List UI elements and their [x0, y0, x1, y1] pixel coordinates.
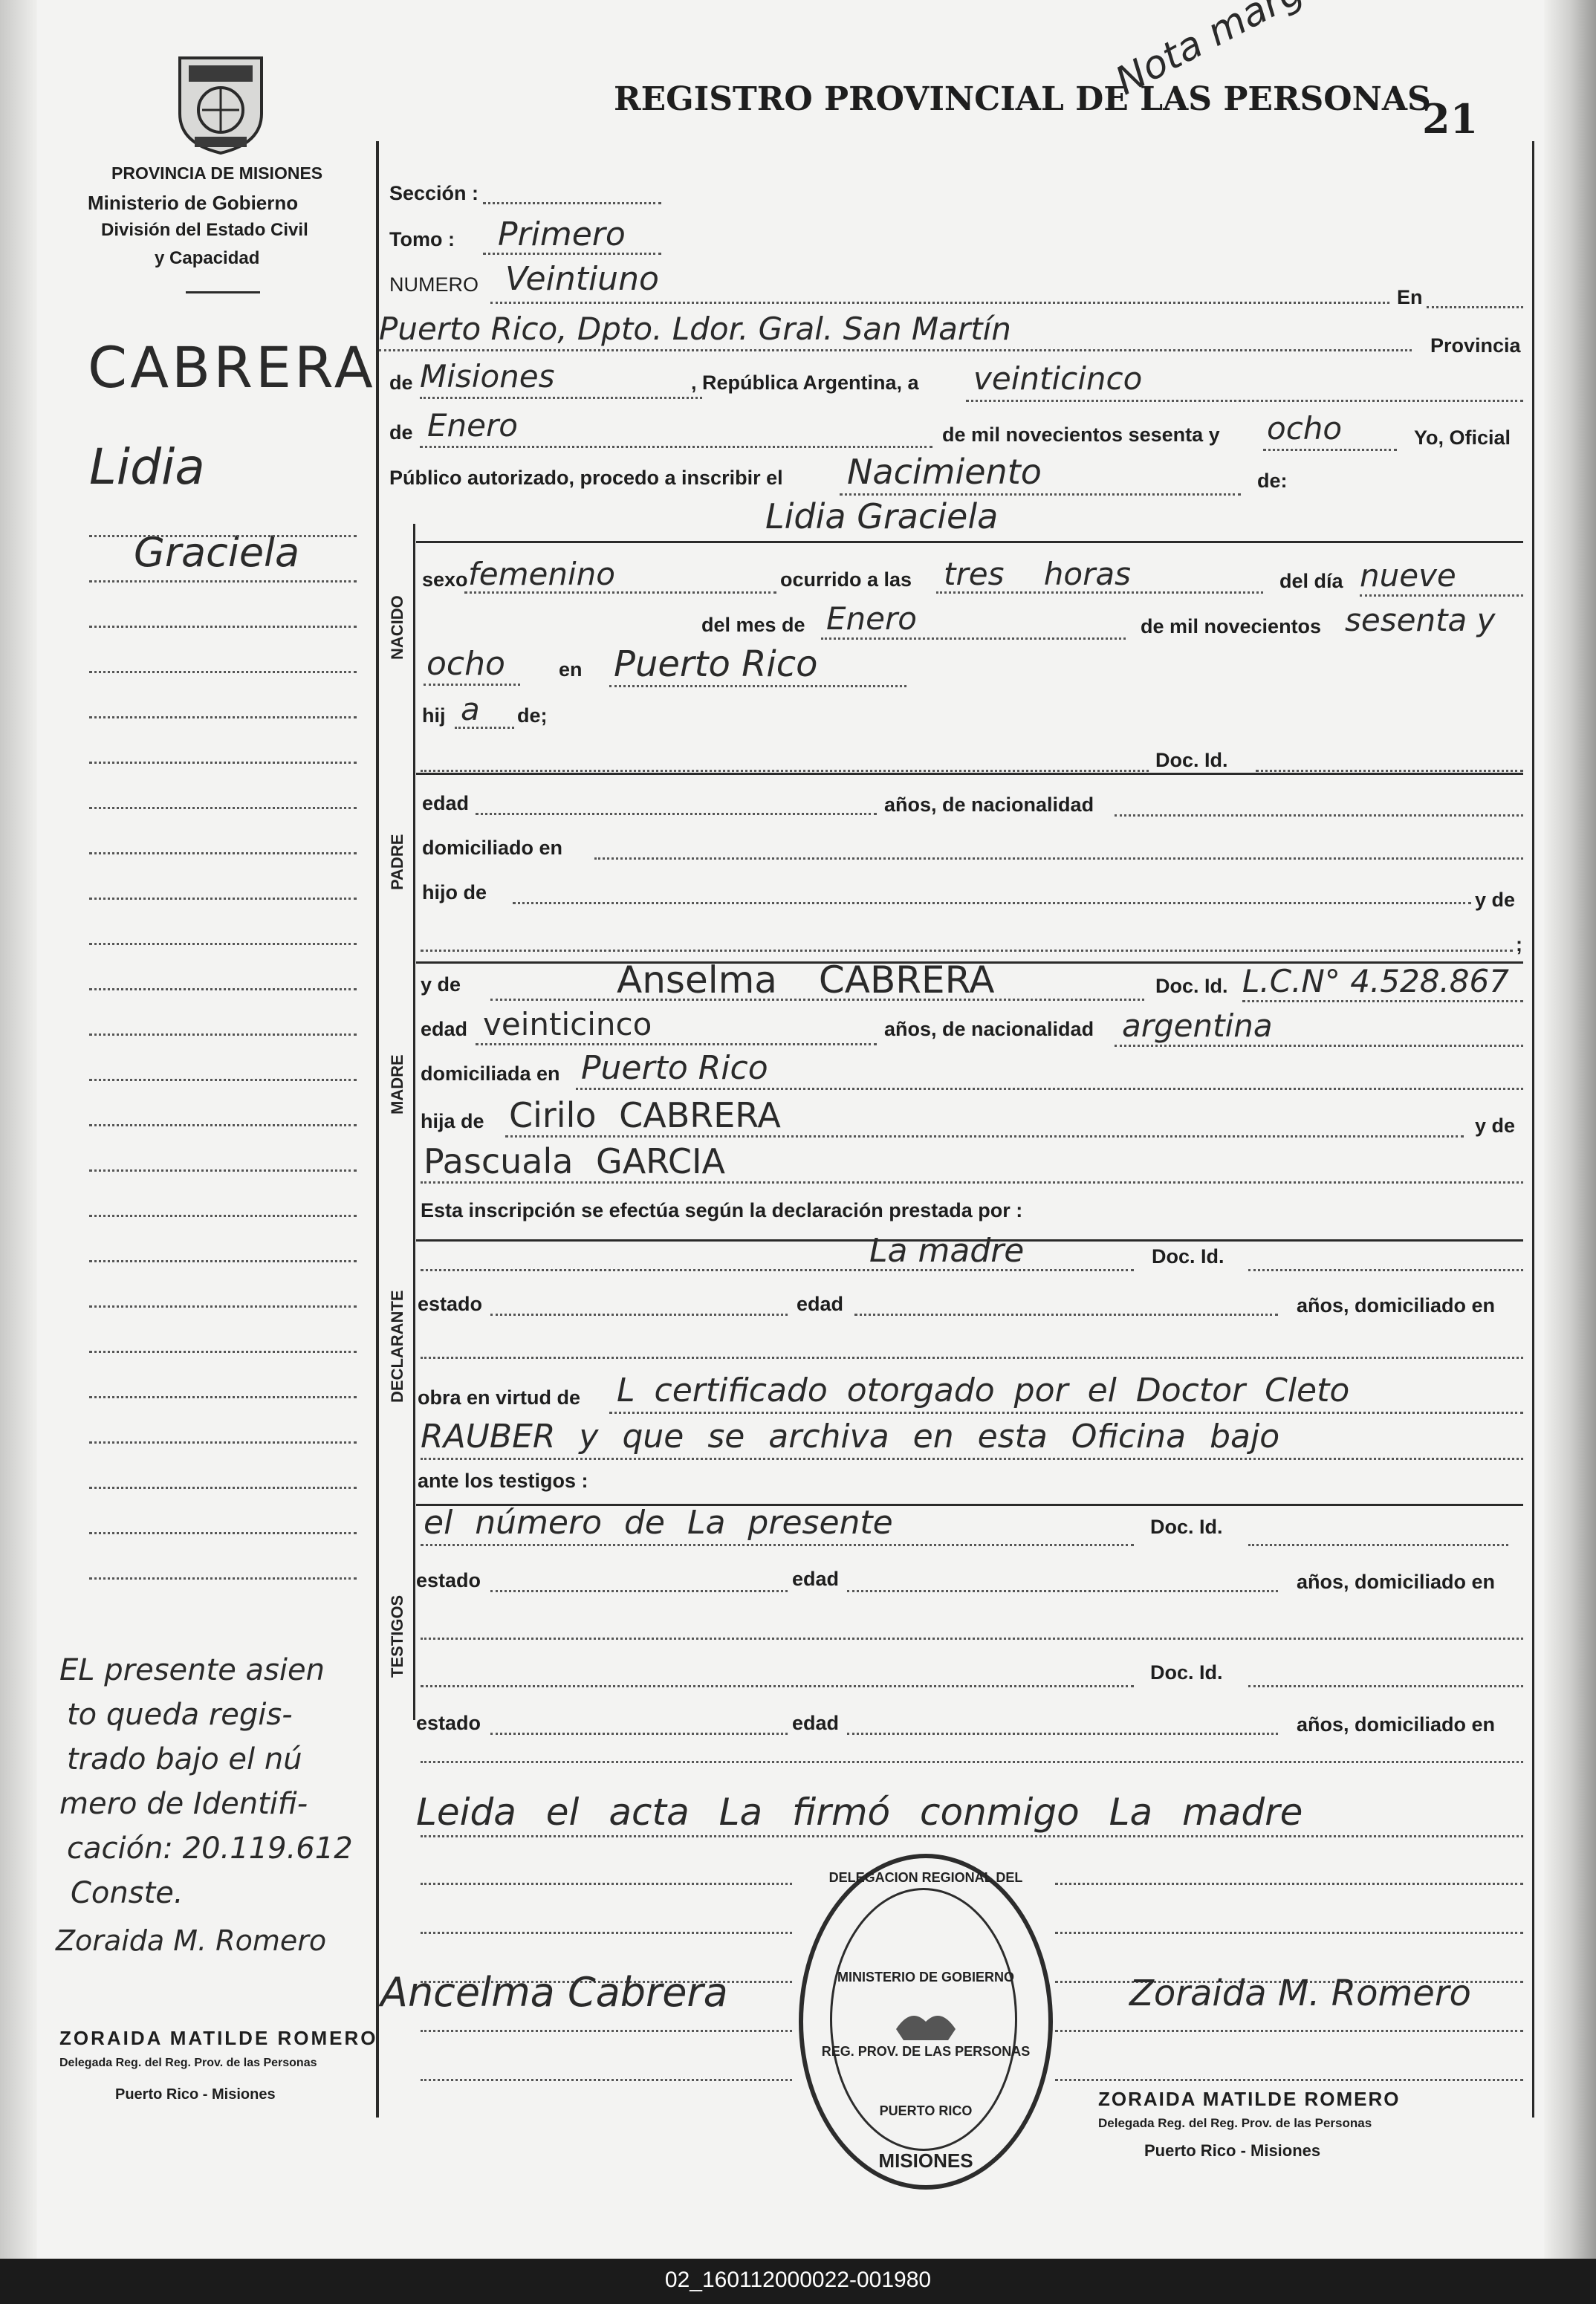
- label-obra: obra en virtud de: [418, 1386, 581, 1409]
- fill-line: [847, 1590, 1278, 1592]
- label-doc-id-test1: Doc. Id.: [1150, 1516, 1223, 1538]
- left-note-line5: cación: 20.119.612: [67, 1831, 353, 1866]
- stamp-emblem-icon: [889, 1999, 963, 2044]
- section-line: [416, 773, 1523, 775]
- fill-line: [476, 1043, 877, 1045]
- label-seccion: Sección :: [389, 182, 479, 204]
- label-ante: ante los testigos :: [418, 1470, 588, 1492]
- value-madre-nombre: Anselma CABRERA: [617, 958, 995, 1002]
- label-semicolon: ;: [1516, 933, 1522, 955]
- fill-line: [421, 1357, 1523, 1359]
- fill-line: [847, 1733, 1278, 1735]
- fill-line: [421, 1638, 1523, 1640]
- label-tomo: Tomo :: [389, 228, 455, 250]
- left-note-line1: EL presente asien: [59, 1653, 325, 1687]
- label-anos-dom-test2: años, domiciliado en: [1297, 1713, 1496, 1736]
- fill-line: [576, 1088, 1523, 1090]
- value-madre-dom: Puerto Rico: [581, 1049, 768, 1087]
- label-estado-test1: estado: [416, 1569, 481, 1591]
- issuer-line4: y Capacidad: [155, 248, 260, 268]
- left-fill-line: [89, 1532, 357, 1534]
- left-fill-line: [89, 1079, 357, 1081]
- fill-line: [840, 493, 1241, 496]
- fill-line: [1248, 1269, 1523, 1271]
- label-de3: de:: [1257, 470, 1288, 492]
- fill-line: [854, 1314, 1278, 1316]
- fill-line: [490, 302, 1389, 304]
- left-fill-line: [89, 807, 357, 809]
- fill-line: [513, 902, 1471, 904]
- official-name: ZORAIDA MATILDE ROMERO: [1098, 2088, 1401, 2110]
- fill-line: [483, 202, 661, 204]
- label-de1: de: [389, 371, 413, 394]
- label-declaracion: Esta inscripción se efectúa según la declaración prestada por :: [421, 1199, 1023, 1221]
- label-edad-decl: edad: [797, 1293, 844, 1315]
- value-madre-edad: veinticinco: [483, 1006, 652, 1042]
- footer-id: 02_160112000022-001980: [664, 2268, 932, 2292]
- label-edad-test2: edad: [792, 1712, 840, 1734]
- label-de2: de: [389, 421, 413, 444]
- label-publico: Público autorizado, procedo a inscribir el: [389, 467, 783, 489]
- left-fill-line: [89, 716, 357, 718]
- fill-line: [966, 400, 1523, 402]
- label-anos-dom-decl: años, domiciliado en: [1297, 1294, 1496, 1317]
- page-title: REGISTRO PROVINCIAL DE LAS PERSONAS: [614, 80, 1431, 118]
- fill-line: [490, 1314, 788, 1316]
- fill-line: [1427, 306, 1523, 308]
- left-fill-line: [89, 1215, 357, 1217]
- tab-madre: MADRE: [388, 1054, 406, 1114]
- left-fill-line: [89, 580, 357, 583]
- fill-line: [505, 1135, 1464, 1138]
- lower-fill-line: [421, 1883, 792, 1885]
- fill-line: [1256, 770, 1523, 772]
- page-edge: [1544, 0, 1596, 2259]
- value-testigo1: el número de La presente: [424, 1504, 893, 1542]
- fill-line: [421, 950, 1513, 952]
- left-note-line3: trado bajo el nú: [67, 1742, 302, 1776]
- fill-line: [421, 1458, 1523, 1460]
- left-official-name: ZORAIDA MATILDE ROMERO: [59, 2027, 378, 2049]
- stamp-bottom: MISIONES: [878, 2149, 973, 2172]
- value-anio-nac2: ocho: [426, 645, 505, 683]
- label-en: En: [1397, 286, 1423, 308]
- official-role: Delegada Reg. del Reg. Prov. de las Personas: [1098, 2116, 1372, 2130]
- fill-line: [420, 397, 702, 399]
- lower-fill-line: [421, 2079, 792, 2081]
- official-place: Puerto Rico - Misiones: [1144, 2141, 1321, 2160]
- value-hij-suffix: a: [461, 691, 480, 727]
- left-fill-line: [89, 943, 357, 945]
- fill-line: [455, 727, 514, 729]
- lower-fill-line: [1055, 2079, 1523, 2081]
- issuer-divider: [186, 291, 260, 293]
- fill-line: [1248, 1685, 1523, 1687]
- fill-line: [1263, 449, 1397, 451]
- fill-line: [421, 1835, 1523, 1837]
- value-obra1: L certificado otorgado por el Doctor Cleto: [617, 1372, 1350, 1409]
- left-fill-line: [89, 1396, 357, 1398]
- left-fill-line: [89, 1351, 357, 1353]
- label-domiciliado: domiciliado en: [422, 837, 563, 859]
- value-mes-nac: Enero: [826, 600, 917, 637]
- value-dia: veinticinco: [973, 360, 1143, 397]
- fill-line: [490, 999, 1144, 1001]
- value-declarante: La madre: [869, 1232, 1025, 1270]
- left-note-line4: mero de Identifi-: [59, 1787, 308, 1821]
- fill-line: [476, 813, 877, 815]
- label-doc-id-padre: Doc. Id.: [1155, 749, 1228, 771]
- stamp-outer-top: DELEGACION REGIONAL DEL: [828, 1870, 1023, 1885]
- label-republica: , República Argentina, a: [691, 371, 919, 394]
- value-madre-doc: L.C.N° 4.528.867: [1242, 963, 1509, 999]
- footer-bar: [0, 2259, 1596, 2304]
- label-hija-de: hija de: [421, 1110, 484, 1132]
- book-spine: [0, 0, 37, 2259]
- right-border: [1532, 141, 1534, 2118]
- label-anos-nac-madre: años, de nacionalidad: [884, 1018, 1094, 1040]
- left-fill-line: [89, 1487, 357, 1489]
- label-anos-nac-padre: años, de nacionalidad: [884, 794, 1094, 816]
- fill-line: [424, 684, 520, 686]
- section-line: [416, 541, 1523, 543]
- value-abuelo: Cirilo CABRERA: [509, 1095, 781, 1135]
- fill-line: [821, 637, 1126, 640]
- left-fill-line: [89, 762, 357, 764]
- value-nombre: Lidia Graciela: [765, 496, 999, 536]
- fill-line: [1360, 594, 1523, 597]
- issuer-line1: PROVINCIA DE MISIONES: [111, 163, 323, 183]
- lower-fill-line: [1055, 2030, 1523, 2032]
- fill-line: [609, 685, 906, 687]
- fill-line: [421, 1181, 1523, 1184]
- label-y-de-madre2: y de: [1475, 1114, 1516, 1137]
- fill-line: [490, 1733, 788, 1735]
- value-hora: tres horas: [944, 556, 1132, 592]
- value-provincia: Misiones: [420, 358, 555, 395]
- left-fill-line: [89, 671, 357, 673]
- stamp-inner-text: MINISTERIO DE GOBIERNO: [837, 1970, 1015, 1985]
- left-name1: Lidia: [89, 438, 205, 496]
- fill-line: [379, 349, 1412, 351]
- value-lugar: Puerto Rico, Dpto. Ldor. Gral. San Martín: [379, 311, 1011, 347]
- left-note-line2: to queda regis-: [67, 1698, 293, 1732]
- label-sexo: sexo: [422, 568, 468, 591]
- tab-declarante: DECLARANTE: [388, 1290, 406, 1403]
- fill-line: [421, 1761, 1523, 1763]
- fill-line: [464, 591, 776, 594]
- label-edad-madre: edad: [421, 1018, 468, 1040]
- value-obra2: RAUBER y que se archiva en esta Oficina bajo: [421, 1418, 1280, 1456]
- fill-line: [420, 446, 932, 448]
- fill-line: [594, 857, 1523, 860]
- lower-fill-line: [1055, 1932, 1523, 1934]
- left-fill-line: [89, 1260, 357, 1262]
- left-note-line6: Conste.: [71, 1876, 184, 1910]
- left-fill-line: [89, 1577, 357, 1580]
- left-fill-line: [89, 852, 357, 854]
- left-fill-line: [89, 626, 357, 628]
- value-acto: Nacimiento: [847, 452, 1042, 492]
- lower-fill-line: [421, 2030, 792, 2032]
- left-column-divider: [376, 141, 379, 2118]
- fill-line: [609, 1412, 1523, 1414]
- value-dia-nac: nueve: [1360, 557, 1456, 594]
- issuer-line2: Ministerio de Gobierno: [88, 192, 299, 214]
- province-shield-icon: [172, 43, 269, 155]
- value-mes: Enero: [427, 407, 518, 444]
- label-yo-oficial: Yo, Oficial: [1414, 426, 1511, 449]
- left-surname: CABRERA: [88, 334, 376, 400]
- label-de4: de;: [517, 704, 548, 727]
- value-anio: ocho: [1267, 410, 1343, 447]
- label-doc-id-madre: Doc. Id.: [1155, 975, 1228, 997]
- label-estado-decl: estado: [418, 1293, 483, 1315]
- label-y-de-madre: y de: [421, 973, 461, 996]
- label-numero: NUMERO: [389, 273, 479, 296]
- stamp-outer-right: REG. PROV. DE LAS PERSONAS: [821, 2044, 1031, 2059]
- fill-line: [1115, 814, 1523, 817]
- fill-line: [1242, 1000, 1523, 1002]
- fill-line: [936, 591, 1263, 594]
- left-fill-line: [89, 1124, 357, 1126]
- label-doc-id-test2: Doc. Id.: [1150, 1661, 1223, 1684]
- signature-madre: Ancelma Cabrera: [380, 1969, 728, 2016]
- left-note-signature: Zoraida M. Romero: [56, 1924, 327, 1957]
- value-tomo: Primero: [498, 215, 626, 253]
- label-mil-sesenta: de mil novecientos sesenta y: [942, 424, 1220, 446]
- left-official-role: Delegada Reg. del Reg. Prov. de las Personas: [59, 2057, 317, 2069]
- fill-line: [483, 253, 661, 255]
- fill-line: [1248, 1544, 1508, 1546]
- fill-line: [421, 1685, 1134, 1687]
- tab-testigos: TESTIGOS: [388, 1594, 406, 1678]
- left-fill-line: [89, 988, 357, 990]
- issuer-line3: División del Estado Civil: [101, 220, 308, 240]
- left-fill-line: [89, 1305, 357, 1308]
- fill-line: [490, 1590, 788, 1592]
- left-name2: Graciela: [134, 529, 300, 576]
- lower-fill-line: [421, 1932, 792, 1934]
- fill-line: [421, 770, 1149, 772]
- label-anos-dom-test1: años, domiciliado en: [1297, 1571, 1496, 1593]
- label-mil-nov: de mil novecientos: [1141, 615, 1322, 637]
- lower-fill-line: [1055, 1883, 1523, 1885]
- label-provincia: Provincia: [1430, 334, 1521, 357]
- label-ocurrido: ocurrido a las: [780, 568, 912, 591]
- label-del-dia: del día: [1279, 570, 1343, 592]
- left-fill-line: [89, 535, 357, 537]
- left-fill-line: [89, 1033, 357, 1036]
- value-lugar-nac: Puerto Rico: [614, 643, 818, 685]
- page-number: 21: [1422, 95, 1479, 143]
- value-anio-nac1: sesenta y: [1345, 602, 1496, 638]
- left-fill-line: [89, 898, 357, 900]
- tab-nacido: NACIDO: [388, 595, 406, 660]
- official-stamp: [799, 1854, 1053, 2190]
- value-cierre: Leida el acta La firmó conmigo La madre: [416, 1791, 1303, 1834]
- label-estado-test2: estado: [416, 1712, 481, 1734]
- left-fill-line: [89, 1441, 357, 1444]
- label-doc-id-decl: Doc. Id.: [1152, 1245, 1224, 1268]
- fill-line: [1115, 1045, 1523, 1047]
- value-abuela: Pascuala GARCIA: [424, 1141, 725, 1181]
- fill-line: [421, 1544, 1134, 1546]
- label-en2: en: [559, 658, 583, 681]
- label-edad-padre: edad: [422, 792, 470, 814]
- signature-oficial: Zoraida M. Romero: [1129, 1973, 1471, 2014]
- value-madre-nac: argentina: [1122, 1007, 1273, 1044]
- label-y-de-padre: y de: [1475, 889, 1516, 911]
- value-numero: Veintiuno: [505, 260, 659, 298]
- label-edad-test1: edad: [792, 1568, 840, 1590]
- value-sexo: femenino: [468, 556, 615, 592]
- label-del-mes: del mes de: [701, 614, 805, 636]
- label-domiciliada: domiciliada en: [421, 1062, 560, 1085]
- left-official-place: Puerto Rico - Misiones: [115, 2086, 276, 2103]
- stamp-place: PUERTO RICO: [879, 2103, 973, 2118]
- label-hij: hij: [422, 704, 446, 727]
- tab-padre: PADRE: [388, 834, 406, 890]
- label-hijo-de: hijo de: [422, 881, 487, 903]
- left-fill-line: [89, 1169, 357, 1172]
- section-tab-line: [413, 524, 415, 1720]
- fill-line: [421, 1269, 1134, 1271]
